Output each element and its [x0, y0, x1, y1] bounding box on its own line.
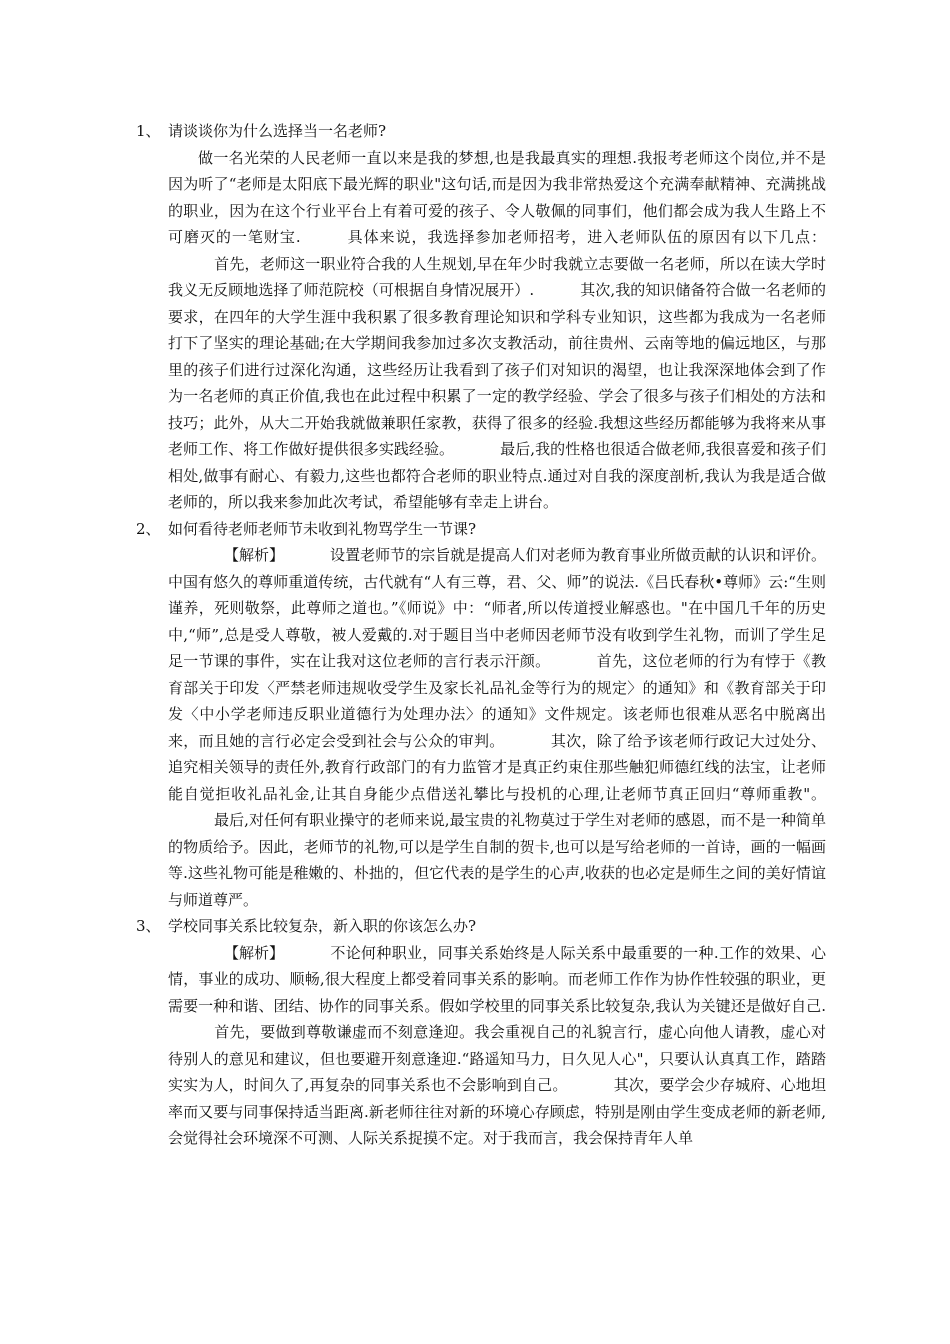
- answer-paragraph: 做一名光荣的人民老师一直以来是我的梦想,也是我最真实的理想.我报考老师这个岗位,并不是因为听了“老师是太阳底下最光辉的职业"这句话,而是因为我非常热爱这个充满奉献精神、充满挑战的职业，因为在这个行业平台上有着可爱的孩子、令人敬佩的同事们，他们都会成为我人生路上不可磨灭的一笔财宝.: [168, 148, 826, 246]
- answer-paragraph: 首先，这位老师的行为有悖于《教育部关于印发〈严禁老师违规收受学生及家长礼品礼金等行为的规定〉的通知》和《教育部关于印发〈中小学老师违反职业道德行为处理办法〉的通知》文件规定。该老师也很难从恶名中脱离出来，而且她的言行必定会受到社会与公众的审判。: [168, 652, 826, 750]
- answer-paragraph: 其次，要学会少存城府、心地坦率而又要与同事保持适当距离.新老师往往对新的环境心存顾虑，特别是刚由学生变成老师的新老师,会觉得社会环境深不可测、人际关系捉摸不定。对于我而言，我会保持青年人单: [168, 1076, 826, 1147]
- answer-paragraph: 具体来说，我选择参加老师招考，进入老师队伍的原因有以下几点：: [346, 228, 826, 246]
- answer-paragraph: 其次,我的知识储备符合做一名老师的要求，在四年的大学生涯中我积累了很多教育理论知识和学科专业知识，这些都为我成为一名老师打下了坚实的理论基础;在大学期间我参加过多次支教活动，前往贵州、云南等地的偏远地区，与那里的孩子们进行过深化沟通，这些经历让我看到了孩子们对知识的渴望，也让我深深地体会到了作为一名老师的真正价值,我也在此过程中积累了一定的教学经验、学会了很多与孩子们相处的方法和技巧；此外，从大二开始我就做兼职任家教，获得了很多的经验.我想这些经历都能够为我将来从事老师工作、将工作做好提供很多实践经验。: [168, 281, 826, 458]
- answer-paragraph: 最后,对任何有职业操守的老师来说,最宝贵的礼物莫过于学生对老师的感恩，而不是一种简单的物质给予。因此，老师节的礼物,可以是学生自制的贺卡,也可以是写给老师的一首诗，画的一幅画等.这些礼物可能是稚嫩的、朴拙的，但它代表的是学生的心声,收获的也必定是师生之间的美好情谊与师道尊严。: [168, 811, 826, 909]
- question-2-answer: [168, 542, 826, 913]
- question-3-heading: [136, 913, 826, 940]
- answer-paragraph: 不论何种职业，同事关系始终是人际关系中最重要的一种.工作的效果、心情，事业的成功、顺畅,很大程度上都受着同事关系的影响。而老师工作作为协作性较强的职业，更需要一种和谐、团结、协作的同事关系。假如学校里的同事关系比较复杂,我认为关键还是做好自己.: [168, 943, 826, 1015]
- question-1-answer: [168, 145, 826, 516]
- document-page: [136, 118, 826, 1152]
- analysis-label: 【解析】: [224, 943, 285, 962]
- question-title: 请谈谈你为什么选择当一名老师?: [168, 122, 387, 140]
- answer-paragraph: 首先，老师这一职业符合我的人生规划,早在年少时我就立志要做一名老师，所以在读大学时我义无反顾地选择了师范院校（可根据自身情况展开）.: [168, 254, 826, 299]
- question-2-heading: [136, 516, 826, 543]
- analysis-label: 【解析】: [224, 546, 285, 564]
- question-number: 2、: [136, 519, 161, 538]
- question-number: 3、: [136, 917, 161, 935]
- answer-paragraph: 其次，除了给予该老师行政记大过处分、追究相关领导的责任外,教育行政部门的有力监管才是真正约束住那些触犯师德红线的法宝，让老师能自觉拒收礼品礼金,让其自身能少点借送礼攀比与投机的心理,让老师节真正回归“尊师重教"。: [168, 731, 826, 803]
- question-number: 1、: [136, 122, 161, 140]
- question-title: 如何看待老师老师节未收到礼物骂学生一节课?: [168, 519, 477, 538]
- question-title: 学校同事关系比较复杂，新入职的你该怎么办?: [168, 917, 477, 935]
- answer-paragraph: 设置老师节的宗旨就是提高人们对老师为教育事业所做贡献的认识和评价。中国有悠久的尊师重道传统，古代就有“人有三尊，君、父、师”的说法.《吕氏春秋•尊师》云:“生则谨养，死则敬祭，此尊师之道也。”《师说》中：“师者,所以传道授业解惑也。"在中国几千年的历史中,“师”,总是受人尊敬，被人爱戴的.对于题目当中老师因老师节没有收到学生礼物，而训了学生足足一节课的事件，实在让我对这位老师的言行表示汗颜。: [168, 546, 826, 670]
- question-1-heading: [136, 118, 826, 145]
- answer-paragraph: 最后,我的性格也很适合做老师,我很喜爱和孩子们相处,做事有耐心、有毅力,这些也都符合老师的职业特点.通过对自我的深度剖析,我认为我是适合做老师的，所以我来参加此次考试，希望能够有幸走上讲台。: [168, 440, 826, 511]
- question-3-answer: [168, 940, 826, 1152]
- answer-paragraph: 首先，要做到尊敬谦虚而不刻意逢迎。我会重视自己的礼貌言行，虚心向他人请教，虚心对待别人的意见和建议，但也要避开刻意逢迎.“路遥知马力，日久见人心"，只要认认真真工作，踏踏实实为人，时间久了,再复杂的同事关系也不会影响到自己。: [168, 1023, 826, 1094]
